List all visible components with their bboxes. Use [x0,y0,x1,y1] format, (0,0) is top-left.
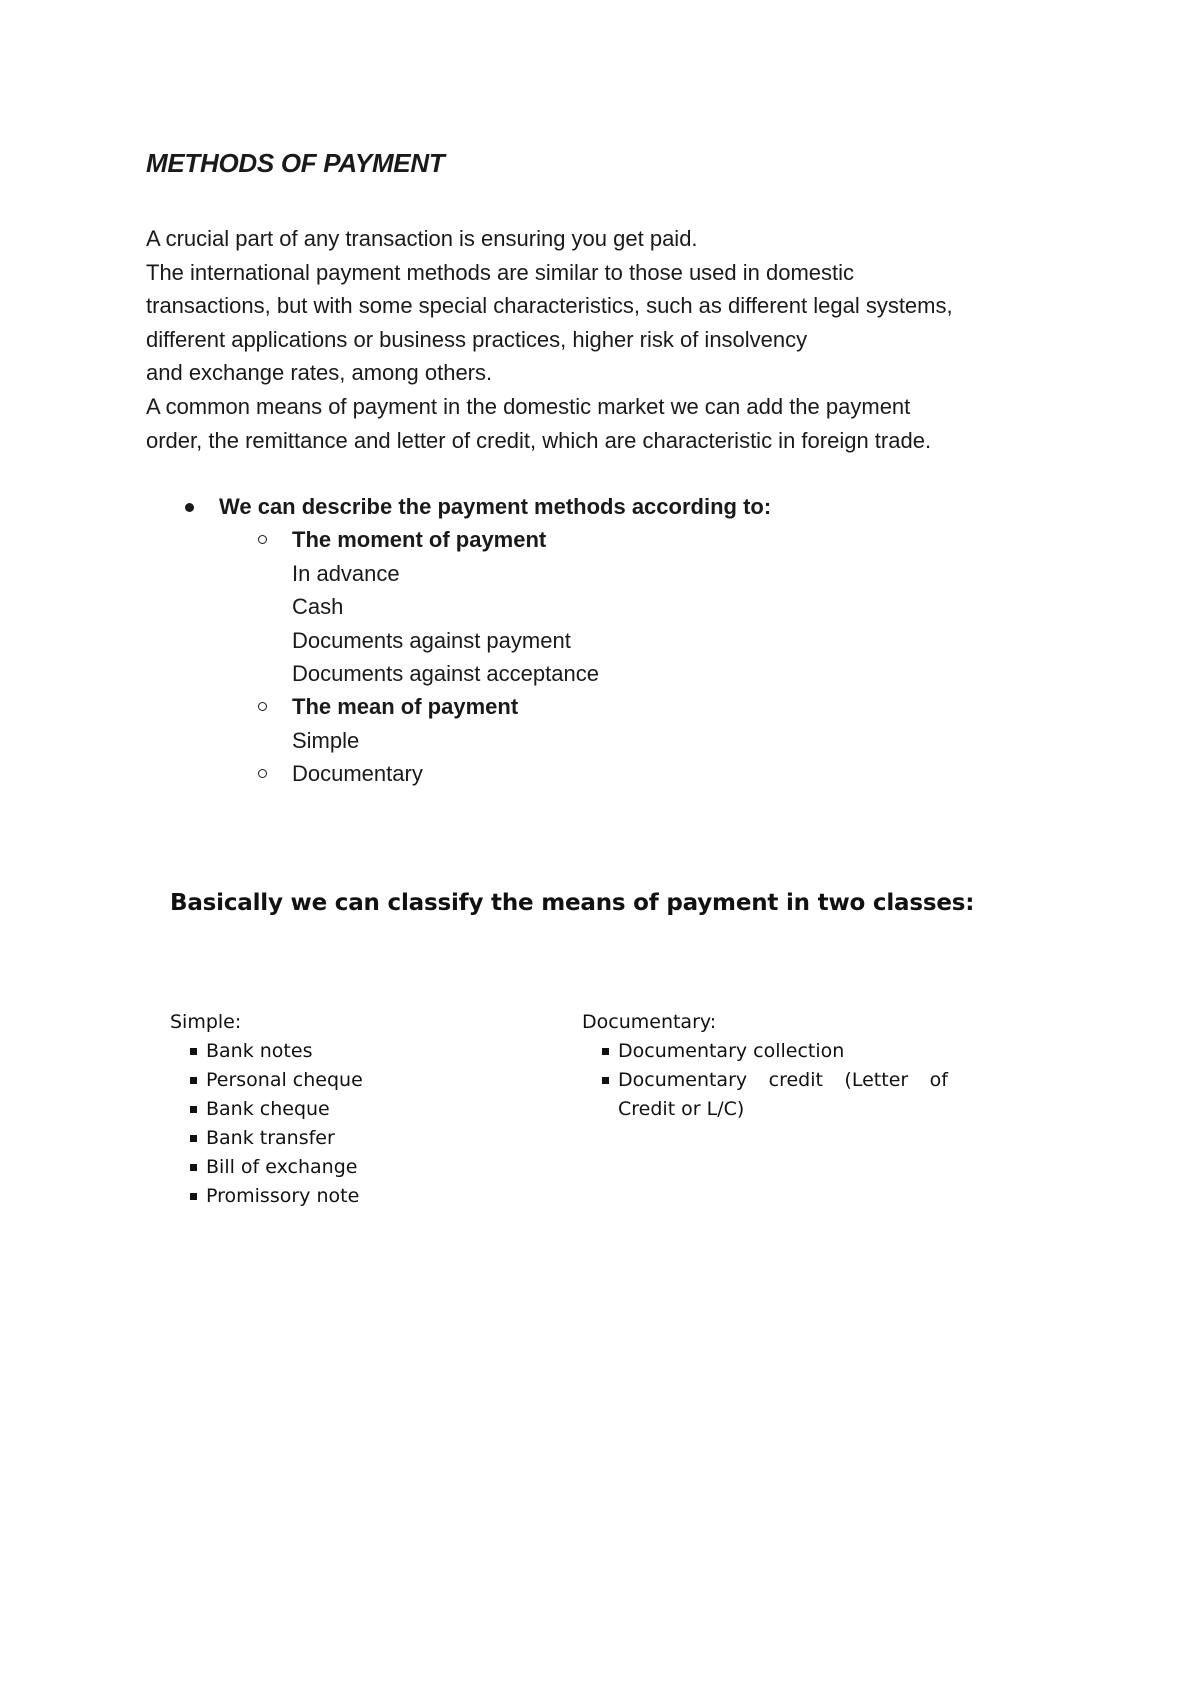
list-item: Cash [292,594,344,620]
outline-documentary-row [146,757,1046,790]
page-title: METHODS OF PAYMENT [146,148,445,178]
documentary-column [582,1008,948,1124]
hollow-bullet-icon [258,769,267,778]
intro-line: transactions, but with some special characteristics, such as different legal systems, [146,293,953,319]
list-item: Documents against acceptance [292,661,599,687]
list-item: Documentary credit (Letter of Credit or L/C) [618,1066,948,1124]
intro-line: and exchange rates, among others. [146,360,493,386]
intro-paragraph [146,222,1106,457]
intro-line: A crucial part of any transaction is ensuring you get paid. [146,226,698,251]
simple-column [170,1008,550,1211]
outline-heading-row [146,490,1046,523]
classification-figure [170,880,1070,1220]
outline-heading: We can describe the payment methods according to: [219,494,772,519]
outline-mean-row [146,690,1046,723]
classification-heading: Basically we can classify the means of payment in two classes: [170,890,975,916]
outline-mean-label: The mean of payment [292,694,519,720]
simple-list [170,1037,550,1211]
list-item: Bill of exchange [206,1153,550,1182]
list-item: Simple [292,727,360,753]
intro-line: The international payment methods are similar to those used in domestic [146,259,855,285]
list-item: Documentary collection [618,1037,922,1066]
list-item: Bank cheque [206,1095,550,1124]
simple-column-title: Simple: [170,1011,242,1033]
outline-moment-label: The moment of payment [292,527,547,553]
outline-documentary-label: Documentary [292,761,423,787]
outline-moment-row [146,523,1046,556]
intro-line: different applications or business practices, higher risk of insolvency [146,326,808,352]
documentary-column-title: Documentary: [582,1011,717,1033]
intro-line: order, the remittance and letter of credit, which are characteristic in foreign trade. [146,427,932,453]
intro-line: A common means of payment in the domestic market we can add the payment [146,393,911,419]
list-item: In advance [292,560,400,586]
payment-methods-outline [146,490,1046,791]
hollow-bullet-icon [258,535,267,544]
documentary-list [582,1037,948,1124]
list-item: Bank transfer [206,1124,550,1153]
filled-bullet-icon [185,503,194,512]
list-item: Promissory note [206,1182,550,1211]
list-item: Documents against payment [292,627,571,653]
list-item: Personal cheque [206,1066,550,1095]
hollow-bullet-icon [258,702,267,711]
list-item: Bank notes [206,1037,550,1066]
